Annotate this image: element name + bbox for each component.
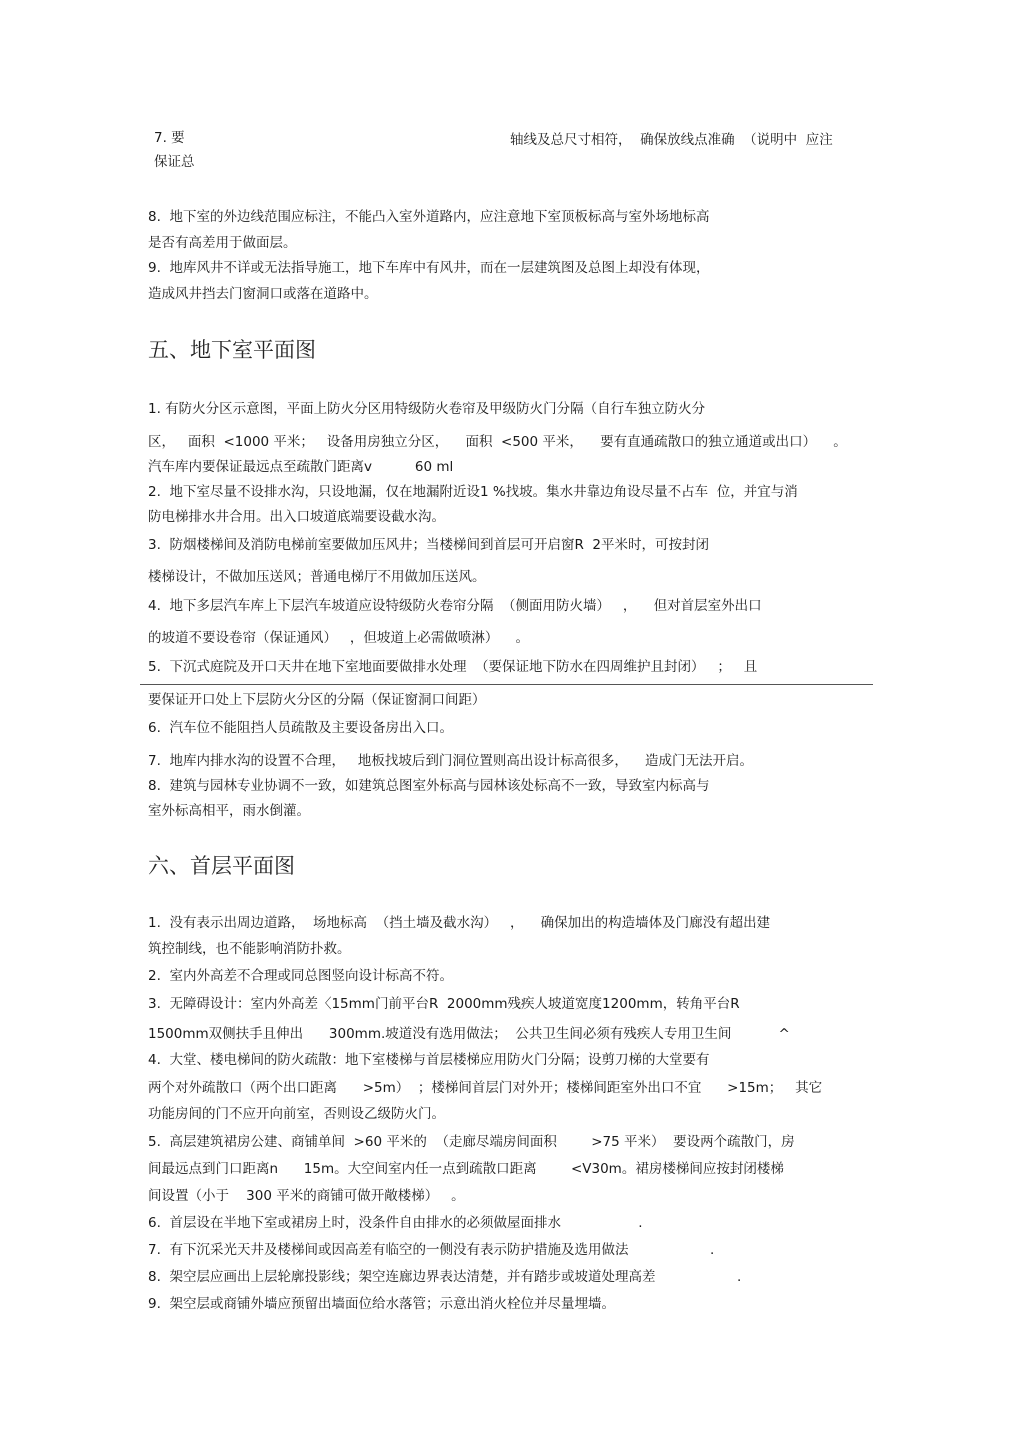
text-line: 5. 高层建筑裙房公建、商铺单间 >60 平米的 （走廊尽端房间面积 >75 平米） 要设两个疏散门，房 [148,1134,795,1150]
text-line: 筑控制线，也不能影响消防扑救。 [148,941,351,957]
text-line: 8. 架空层应画出上层轮廓投影线；架空连廊边界表达清楚，并有踏步或坡道处理高差 . [148,1269,742,1285]
text-line: 1. 有防火分区示意图，平面上防火分区用特级防火卷帘及甲级防火门分隔（自行车独立防火分 [148,401,706,417]
text-line: 功能房间的门不应开向前室，否则设乙级防火门。 [148,1106,445,1122]
text-line: 防电梯排水井合用。出入口坡道底端要设截水沟。 [148,509,445,525]
text-line: 9. 架空层或商铺外墙应预留出墙面位给水落管；示意出消火栓位并尽量埋墙。 [148,1296,615,1312]
text-line: 汽车库内要保证最远点至疏散门距离v 60 ml [148,459,454,475]
text-line: 区， 面积 <1000 平米； 设备用房独立分区， 面积 <500 平米， 要有直通疏散口的独立通道或出口） 。 [148,434,847,450]
text-line: 1. 没有表示出周边道路， 场地标高 （挡土墙及截水沟） ， 确保加出的构造墙体及门廊没有超出建 [148,915,771,931]
text-line: 8. 地下室的外边线范围应标注，不能凸入室外道路内，应注意地下室顶板标高与室外场地标高 [148,209,710,225]
section-heading: 六、首层平面图 [148,854,295,878]
section-heading: 五、地下室平面图 [148,338,316,362]
text-line: 6. 首层设在半地下室或裙房上时，没条件自由排水的必须做屋面排水 . [148,1215,643,1231]
text-line: 2. 室内外高差不合理或同总图竖向设计标高不符。 [148,968,453,984]
text-line: 要保证开口处上下层防火分区的分隔（保证窗洞口间距） [148,692,486,708]
text-line: 7. 要 [154,130,185,146]
text-line: 5. 下沉式庭院及开口天井在地下室地面要做排水处理 （要保证地下防水在四周维护且封闭） ； 且 [148,659,758,675]
text-line: 室外标高相平，雨水倒灌。 [148,803,310,819]
text-line: 8. 建筑与园林专业协调不一致，如建筑总图室外标高与园林该处标高不一致，导致室内标高与 [148,778,710,794]
text-line: 6. 汽车位不能阻挡人员疏散及主要设备房出入口。 [148,720,453,736]
text-line: 4. 大堂、楼电梯间的防火疏散：地下室楼梯与首层楼梯应用防火门分隔；设剪刀梯的大堂要有 [148,1052,710,1068]
text-line: 间设置（小于 300 平米的商铺可做开敞楼梯） 。 [148,1188,465,1204]
text-line: 9. 地库风井不详或无法指导施工，地下车库中有风井，而在一层建筑图及总图上却没有体现， [148,260,710,276]
text-line: 楼梯设计，不做加压送风；普通电梯厅不用做加压送风。 [148,569,486,585]
text-line: 轴线及总尺寸相符， 确保放线点准确 （说明中 应注 [510,132,833,148]
text-line: 4. 地下多层汽车库上下层汽车坡道应设特级防火卷帘分隔 （侧面用防火墙） ， 但对首层室外出口 [148,598,762,614]
text-line: 3. 无障碍设计：室内外高差〈15mm门前平台R 2000mm残疾人坡道宽度1200mm，转角平台R [148,996,740,1012]
text-line: 7. 有下沉采光天井及楼梯间或因高差有临空的一侧没有表示防护措施及选用做法 . [148,1242,715,1258]
text-line: 保证总 [154,154,195,170]
text-line: 两个对外疏散口（两个出口距离 >5m） ；楼梯间首层门对外开；楼梯间距室外出口不宜 >15m； 其它 [148,1080,823,1096]
horizontal-rule [140,684,873,685]
text-line: 7. 地库内排水沟的设置不合理， 地板找坡后到门洞位置则高出设计标高很多， 造成门无法开启。 [148,753,754,769]
text-line: 是否有高差用于做面层。 [148,235,297,251]
text-line: 3. 防烟楼梯间及消防电梯前室要做加压风井；当楼梯间到首层可开启窗R 2平米时，可按封闭 [148,537,710,553]
text-line: 2. 地下室尽量不设排水沟，只设地漏，仅在地漏附近设1 %找坡。集水井靠边角设尽量不占车 位，并宜与消 [148,484,798,500]
text-line: 间最远点到门口距离n 15m。大空间室内任一点到疏散口距离 <V30m。裙房楼梯间应按封闭楼梯 [148,1161,784,1177]
text-line: 的坡道不要设卷帘（保证通风） ，但坡道上必需做喷淋） 。 [148,630,530,646]
text-line: 1500mm双侧扶手且伸出 300mm.坡道没有选用做法； 公共卫生间必须有残疾人专用卫生间 ^ [148,1026,790,1042]
text-line: 造成风井挡去门窗洞口或落在道路中。 [148,286,378,302]
